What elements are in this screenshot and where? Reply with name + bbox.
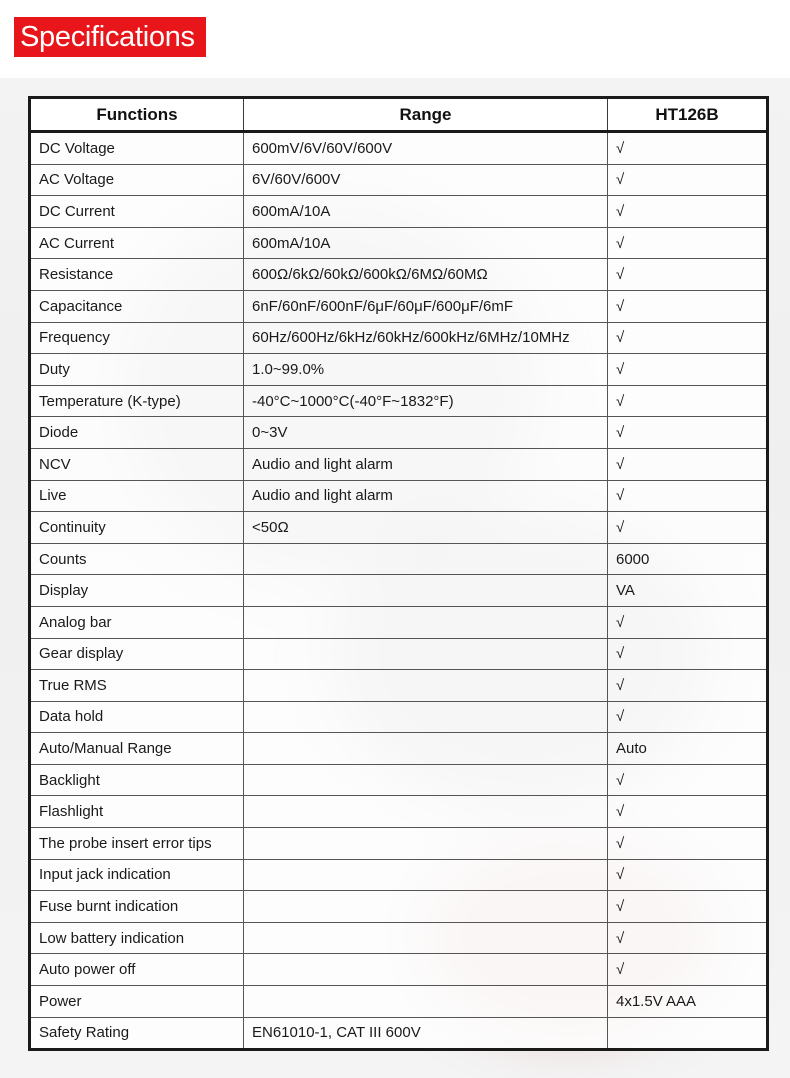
table-row xyxy=(30,417,768,449)
model-value-cell: √ xyxy=(608,701,768,733)
range-cell: 600Ω/6kΩ/60kΩ/600kΩ/6MΩ/60MΩ xyxy=(244,259,608,291)
range-cell: 600mV/6V/60V/600V xyxy=(244,132,608,165)
function-cell: AC Voltage xyxy=(30,164,244,196)
model-value-cell: 4x1.5V AAA xyxy=(608,986,768,1018)
model-value-cell: √ xyxy=(608,290,768,322)
function-cell: Power xyxy=(30,986,244,1018)
model-value-cell: VA xyxy=(608,575,768,607)
model-value-cell: √ xyxy=(608,354,768,386)
function-cell: Fuse burnt indication xyxy=(30,891,244,923)
model-value-cell: √ xyxy=(608,227,768,259)
table-row xyxy=(30,543,768,575)
table-row xyxy=(30,701,768,733)
range-cell: <50Ω xyxy=(244,512,608,544)
function-cell: DC Voltage xyxy=(30,132,244,165)
range-cell xyxy=(244,733,608,765)
function-cell: AC Current xyxy=(30,227,244,259)
table-row xyxy=(30,354,768,386)
column-header-range: Range xyxy=(244,98,608,132)
model-value-cell: √ xyxy=(608,922,768,954)
range-cell xyxy=(244,922,608,954)
range-cell: EN61010-1, CAT III 600V xyxy=(244,1017,608,1050)
range-cell xyxy=(244,796,608,828)
function-cell: True RMS xyxy=(30,670,244,702)
table-row xyxy=(30,480,768,512)
model-value-cell: 6000 xyxy=(608,543,768,575)
model-value-cell: √ xyxy=(608,638,768,670)
range-cell xyxy=(244,670,608,702)
header xyxy=(0,0,790,78)
range-cell: 1.0~99.0% xyxy=(244,354,608,386)
function-cell: Safety Rating xyxy=(30,1017,244,1050)
table-row xyxy=(30,796,768,828)
model-value-cell: √ xyxy=(608,828,768,860)
model-value-cell: √ xyxy=(608,417,768,449)
function-cell: Data hold xyxy=(30,701,244,733)
model-value-cell: √ xyxy=(608,259,768,291)
range-cell xyxy=(244,986,608,1018)
range-cell: 6V/60V/600V xyxy=(244,164,608,196)
model-value-cell: √ xyxy=(608,512,768,544)
range-cell: Audio and light alarm xyxy=(244,448,608,480)
table-row xyxy=(30,986,768,1018)
range-cell xyxy=(244,606,608,638)
table-body xyxy=(30,132,768,1050)
function-cell: Auto power off xyxy=(30,954,244,986)
function-cell: Flashlight xyxy=(30,796,244,828)
table-row xyxy=(30,828,768,860)
range-cell: Audio and light alarm xyxy=(244,480,608,512)
model-value-cell: √ xyxy=(608,670,768,702)
function-cell: Counts xyxy=(30,543,244,575)
function-cell: Duty xyxy=(30,354,244,386)
range-cell: -40°C~1000°C(-40°F~1832°F) xyxy=(244,385,608,417)
model-value-cell: √ xyxy=(608,196,768,228)
model-value-cell: √ xyxy=(608,385,768,417)
model-value-cell: √ xyxy=(608,764,768,796)
function-cell: Display xyxy=(30,575,244,607)
page-title: Specifications xyxy=(14,17,206,57)
model-value-cell: √ xyxy=(608,132,768,165)
range-cell xyxy=(244,859,608,891)
table-row xyxy=(30,132,768,165)
table-row xyxy=(30,385,768,417)
range-cell xyxy=(244,828,608,860)
function-cell: Resistance xyxy=(30,259,244,291)
model-value-cell: √ xyxy=(608,796,768,828)
function-cell: Diode xyxy=(30,417,244,449)
table-row xyxy=(30,764,768,796)
function-cell: Low battery indication xyxy=(30,922,244,954)
function-cell: Continuity xyxy=(30,512,244,544)
function-cell: Capacitance xyxy=(30,290,244,322)
range-cell: 60Hz/600Hz/6kHz/60kHz/600kHz/6MHz/10MHz xyxy=(244,322,608,354)
table-row xyxy=(30,227,768,259)
function-cell: DC Current xyxy=(30,196,244,228)
table-header-row xyxy=(30,98,768,132)
table-row xyxy=(30,922,768,954)
model-value-cell: √ xyxy=(608,164,768,196)
function-cell: Temperature (K-type) xyxy=(30,385,244,417)
column-header-model: HT126B xyxy=(608,98,768,132)
function-cell: NCV xyxy=(30,448,244,480)
table-row xyxy=(30,891,768,923)
table-row xyxy=(30,575,768,607)
model-value-cell: √ xyxy=(608,448,768,480)
range-cell xyxy=(244,575,608,607)
model-value-cell: √ xyxy=(608,954,768,986)
range-cell: 0~3V xyxy=(244,417,608,449)
function-cell: Frequency xyxy=(30,322,244,354)
range-cell xyxy=(244,954,608,986)
table-row xyxy=(30,859,768,891)
model-value-cell: √ xyxy=(608,480,768,512)
function-cell: The probe insert error tips xyxy=(30,828,244,860)
table-row xyxy=(30,670,768,702)
table-row xyxy=(30,322,768,354)
range-cell xyxy=(244,891,608,923)
table-row xyxy=(30,954,768,986)
function-cell: Analog bar xyxy=(30,606,244,638)
table-row xyxy=(30,448,768,480)
range-cell xyxy=(244,638,608,670)
table-row xyxy=(30,196,768,228)
function-cell: Input jack indication xyxy=(30,859,244,891)
table-row xyxy=(30,733,768,765)
model-value-cell xyxy=(608,1017,768,1050)
model-value-cell: √ xyxy=(608,606,768,638)
column-header-functions: Functions xyxy=(30,98,244,132)
function-cell: Gear display xyxy=(30,638,244,670)
range-cell xyxy=(244,701,608,733)
model-value-cell: √ xyxy=(608,891,768,923)
table-row xyxy=(30,164,768,196)
function-cell: Auto/Manual Range xyxy=(30,733,244,765)
function-cell: Live xyxy=(30,480,244,512)
model-value-cell: √ xyxy=(608,322,768,354)
table-row xyxy=(30,290,768,322)
model-value-cell: Auto xyxy=(608,733,768,765)
range-cell: 600mA/10A xyxy=(244,196,608,228)
range-cell xyxy=(244,764,608,796)
table-row xyxy=(30,606,768,638)
function-cell: Backlight xyxy=(30,764,244,796)
range-cell xyxy=(244,543,608,575)
range-cell: 600mA/10A xyxy=(244,227,608,259)
specifications-table xyxy=(28,96,769,1051)
table-row xyxy=(30,1017,768,1050)
table-row xyxy=(30,259,768,291)
range-cell: 6nF/60nF/600nF/6μF/60μF/600μF/6mF xyxy=(244,290,608,322)
table-row xyxy=(30,512,768,544)
model-value-cell: √ xyxy=(608,859,768,891)
table-row xyxy=(30,638,768,670)
